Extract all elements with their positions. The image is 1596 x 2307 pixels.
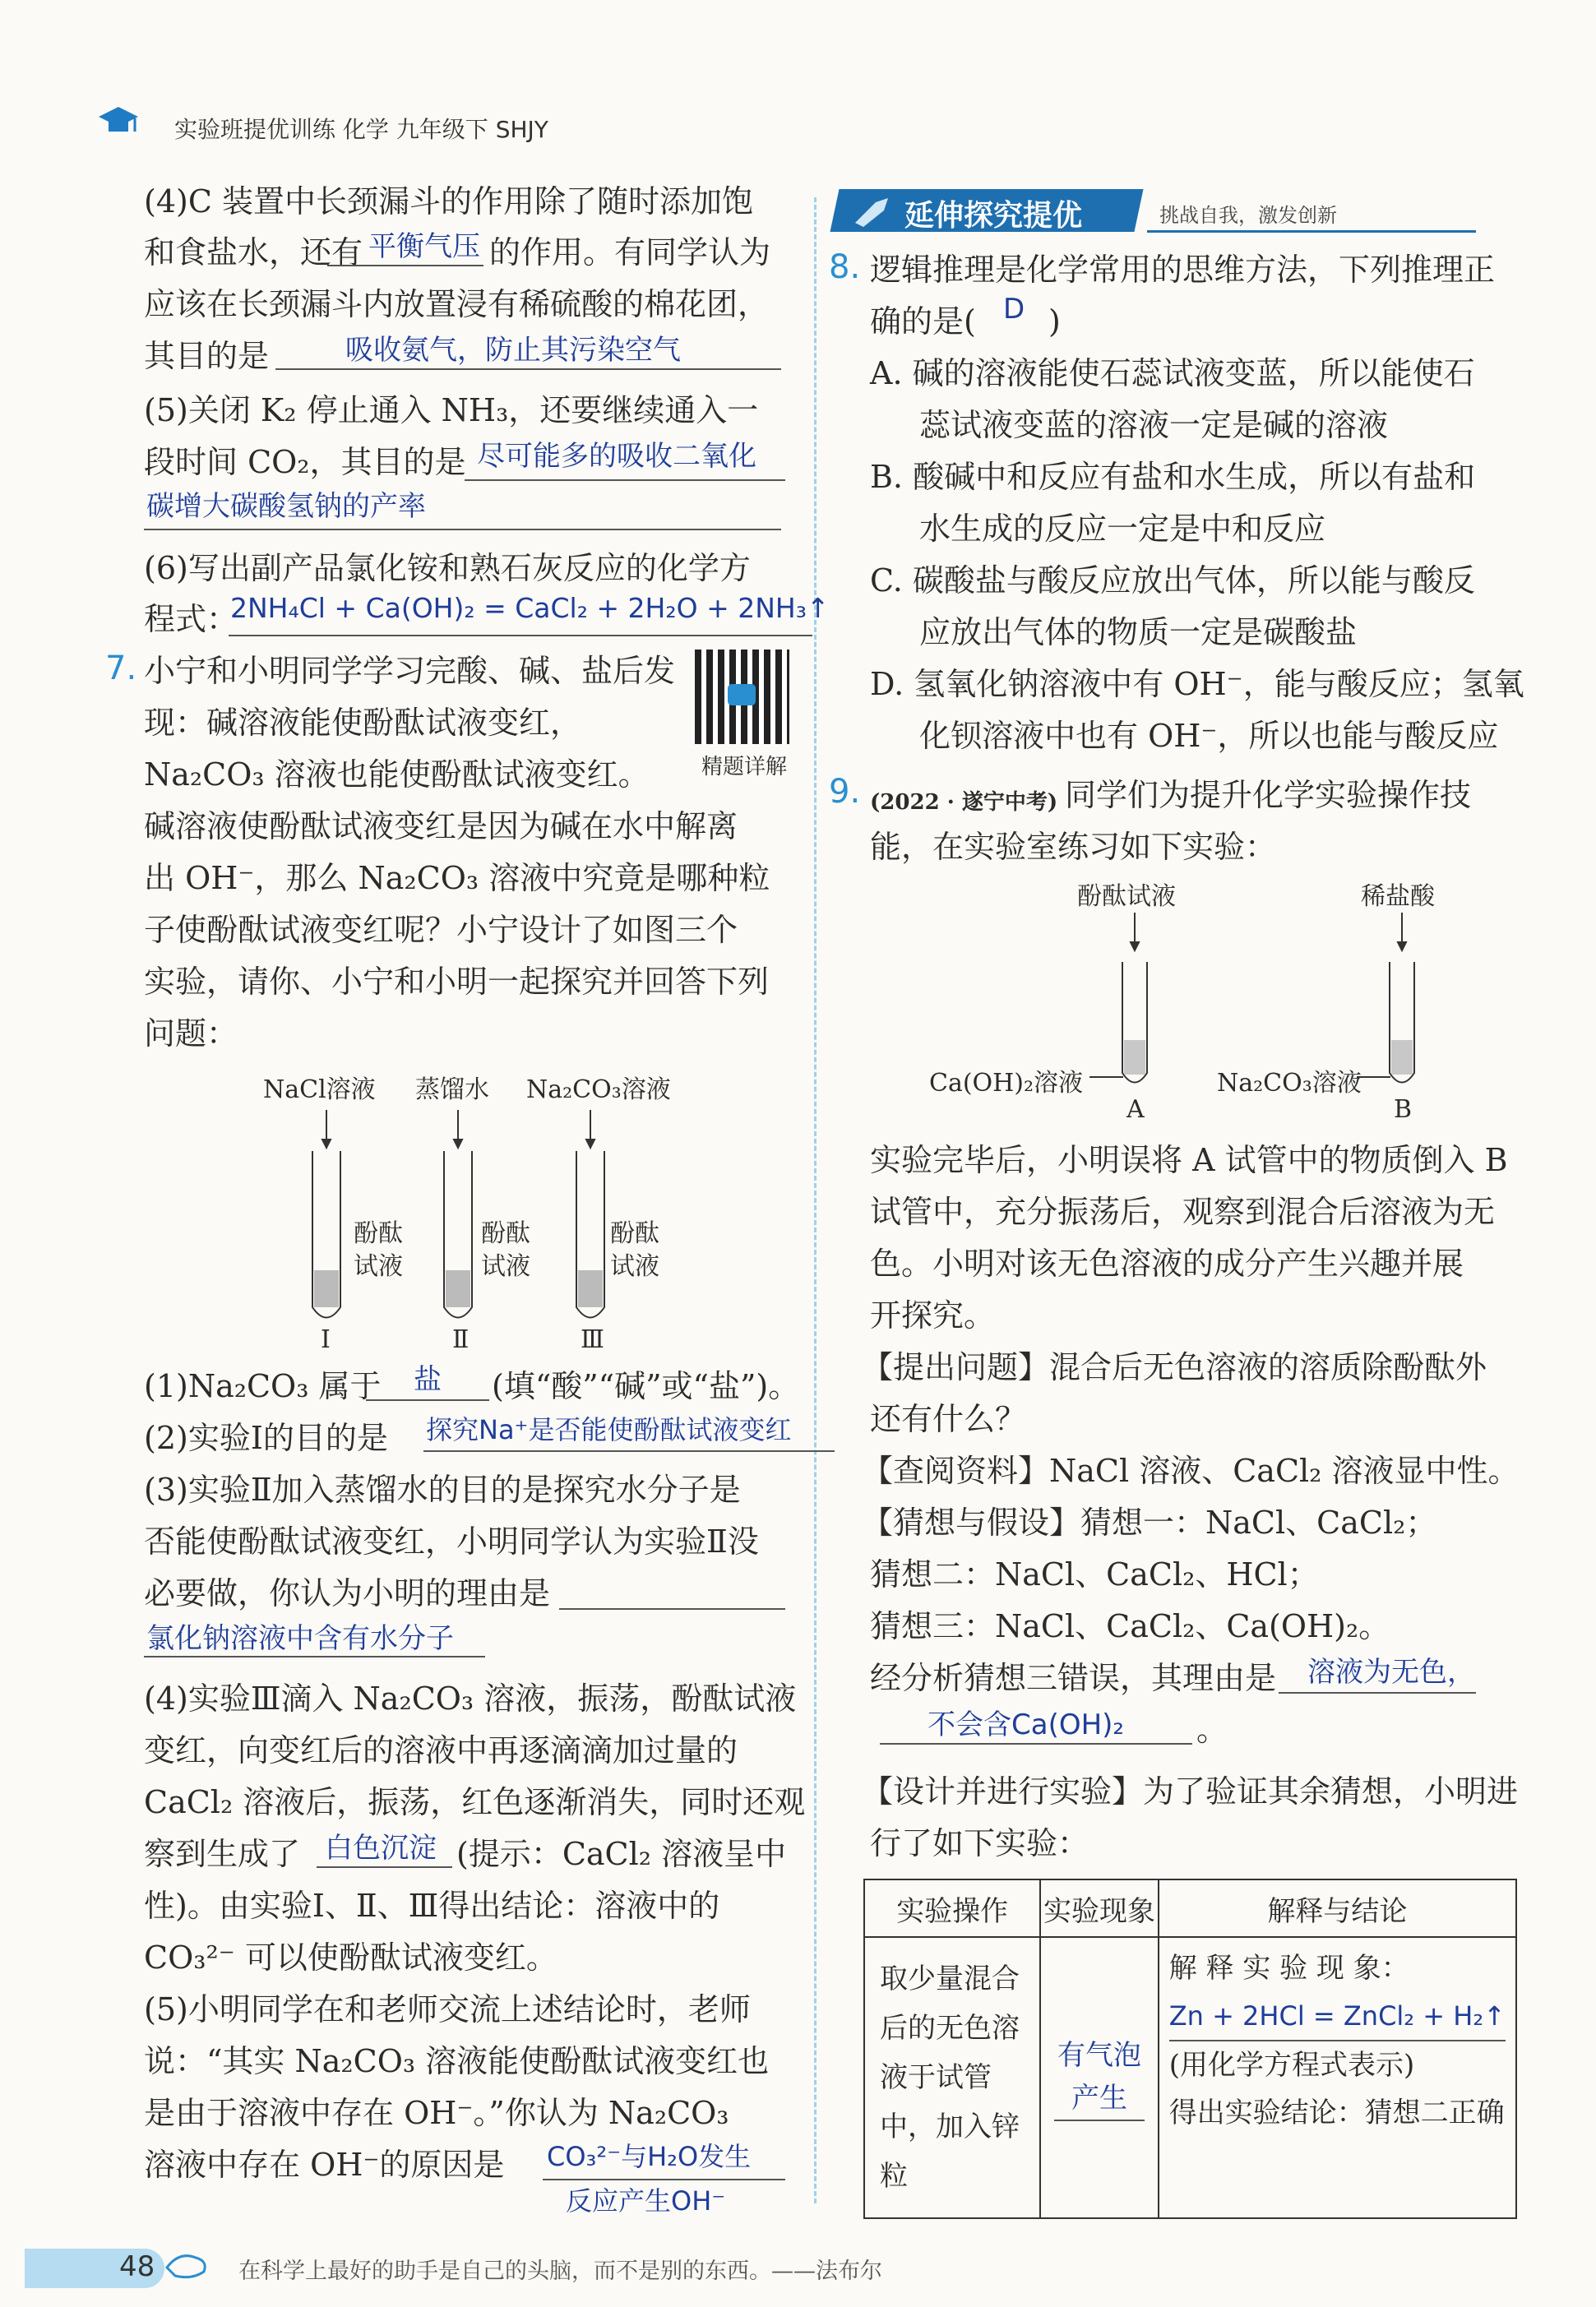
fig-label-water: 蒸馏水 — [415, 1075, 489, 1104]
q9-info: 【查阅资料】NaCl 溶液、CaCl₂ 溶液显中性。 — [862, 1453, 1520, 1489]
table-header-operation: 实验操作 — [864, 1879, 1040, 1937]
fig-tube3-text2: 试液 — [610, 1252, 659, 1281]
three-tubes-figure — [247, 1061, 707, 1357]
q7-1b: (填“酸”“碱”或“盐”)。 — [492, 1368, 800, 1404]
q7-line8: 问题： — [144, 1015, 238, 1052]
q8-option-a1: A. 碱的溶液能使石蕊试液变蓝，所以能使石 — [870, 355, 1475, 391]
footer-quote: 在科学上最好的助手是自己的头脑，而不是别的东西。——法布尔 — [238, 2258, 882, 2284]
q6-4-line2a: 和食盐水，还有 — [144, 234, 363, 270]
q7-line6: 子使酚酞试液变红呢？小宁设计了如图三个 — [144, 912, 738, 948]
q8-option-d1: D. 氢氧化钠溶液中有 OH⁻，能与酸反应；氢氧 — [870, 666, 1524, 702]
q6-5-answer-b: 碳增大碳酸氢钠的产率 — [146, 490, 426, 523]
ab-tubes-figure — [929, 871, 1488, 1135]
q8-option-a2: 蕊试液变蓝的溶液一定是碱的溶液 — [919, 407, 1389, 443]
q9-para2: 试管中，充分振荡后，观察到混合后溶液为无 — [870, 1194, 1496, 1230]
section-slogan: 挑战自我，激发创新 — [1159, 204, 1337, 227]
section-banner — [835, 189, 1472, 232]
q8-answer: D — [1003, 293, 1025, 326]
fig-label-na2co3: Na₂CO₃溶液 — [526, 1075, 671, 1104]
q9-design2: 行了如下实验： — [870, 1825, 1089, 1861]
q8-option-b1: B. 酸碱中和反应有盐和水生成，所以有盐和 — [870, 459, 1476, 495]
hand-icon — [163, 2243, 212, 2284]
q8-line1: 逻辑推理是化学常用的思维方法，下列推理正 — [870, 252, 1496, 288]
q6-6-answer: 2NH₄Cl + Ca(OH)₂ = CaCl₂ + 2H₂O + 2NH₃↑ — [230, 592, 830, 624]
q7-number: 7. — [105, 650, 137, 687]
q7-2-answer: 探究Na⁺是否能使酚酞试液变红 — [426, 1414, 792, 1445]
fig2-side-a: Ca(OH)₂溶液 — [929, 1069, 1084, 1098]
q9-line1: 同学们为提升化学实验操作技 — [1065, 777, 1472, 813]
q6-5-line2a: 段时间 CO₂，其目的是 — [144, 444, 466, 480]
table-header-conclusion: 解释与结论 — [1159, 1879, 1516, 1937]
q6-4-line4a: 其目的是 — [144, 338, 270, 374]
q7-1-answer: 盐 — [414, 1363, 442, 1396]
table-cell-phenomenon: 有气泡产生 — [1054, 2034, 1145, 2121]
table-conclusion-line3: 得出实验结论：猜想二正确 — [1168, 2097, 1505, 2129]
q7-4-line3: CaCl₂ 溶液后，振荡，红色逐渐消失，同时还观 — [144, 1784, 806, 1820]
q7-4-line1: (4)实验Ⅲ滴入 Na₂CO₃ 溶液，振荡，酚酞试液 — [144, 1681, 797, 1717]
rocket-icon — [851, 194, 892, 227]
table-conclusion-line2: (用化学方程式表示) — [1168, 2049, 1415, 2082]
q7-line7: 实验，请你、小宁和小明一起探究并回答下列 — [144, 964, 770, 1000]
q7-3-line2: 否能使酚酞试液变红，小明同学认为实验Ⅱ没 — [144, 1523, 759, 1560]
q7-line4: 碱溶液使酚酞试液变红是因为碱在水中解离 — [144, 808, 738, 844]
q9-reason-end: 。 — [1196, 1712, 1228, 1748]
fig-tube2-text1: 酚酞 — [481, 1219, 530, 1248]
q6-4-answer2: 吸收氨气，防止其污染空气 — [345, 334, 681, 367]
q9-design1: 【设计并进行实验】为了验证其余猜想，小明进 — [862, 1773, 1519, 1810]
fig-tube2-text2: 试液 — [481, 1252, 530, 1281]
q7-1a: (1)Na₂CO₃ 属于 — [144, 1368, 382, 1404]
q7-5-line2: 说：“其实 Na₂CO₃ 溶液能使酚酞试液变红也 — [144, 2043, 770, 2079]
section-banner-title: 延伸探究提优 — [904, 199, 1083, 233]
q9-para4: 开探究。 — [870, 1297, 996, 1334]
q7-2a: (2)实验Ⅰ的目的是 — [144, 1420, 388, 1456]
header-title: 实验班提优训练 化学 九年级下 SHJY — [174, 116, 548, 143]
q7-4-answer: 白色沉淀 — [325, 1832, 437, 1865]
q7-4-line5: 性)。由实验Ⅰ、Ⅱ、Ⅲ得出结论：溶液中的 — [144, 1888, 720, 1924]
q7-3-answer: 氯化钠溶液中含有水分子 — [146, 1622, 454, 1655]
q8-number: 8. — [829, 248, 861, 286]
fig-tube3-text1: 酚酞 — [610, 1219, 659, 1248]
q7-5-line3: 是由于溶液中存在 OH⁻。”你认为 Na₂CO₃ — [144, 2095, 729, 2131]
q7-5-line1: (5)小明同学在和老师交流上述结论时，老师 — [144, 1991, 751, 2027]
q6-4-answer1: 平衡气压 — [368, 230, 480, 263]
q9-guess2: 猜想二：NaCl、CaCl₂、HCl； — [870, 1556, 1319, 1593]
fig-tube1-text2: 试液 — [354, 1252, 403, 1281]
fig2-top-b: 稀盐酸 — [1361, 882, 1435, 911]
fig-tube1-text1: 酚酞 — [354, 1219, 403, 1248]
table-header-phenomenon: 实验现象 — [1040, 1879, 1158, 1937]
page-number: 48 — [119, 2250, 155, 2283]
q7-line5: 出 OH⁻，那么 Na₂CO₃ 溶液中究竟是哪种粒 — [144, 860, 770, 896]
q7-5-answer-a: CO₃²⁻与H₂O发生 — [547, 2141, 752, 2172]
q7-4-line4a: 察到生成了 — [144, 1836, 301, 1872]
q8-line2b: ) — [1048, 303, 1061, 340]
q9-guess1: 【猜想与假设】猜想一：NaCl、CaCl₂； — [862, 1505, 1437, 1541]
q8-option-b2: 水生成的反应一定是中和反应 — [919, 511, 1326, 547]
q6-6-line2a: 程式： — [144, 601, 238, 637]
qr-caption: 精题详解 — [701, 755, 788, 779]
q9-para1: 实验完毕后，小明误将 A 试管中的物质倒入 B — [870, 1142, 1508, 1178]
q9-ask2: 还有什么？ — [870, 1401, 1027, 1437]
q6-4-line3: 应该在长颈漏斗内放置浸有稀硫酸的棉花团， — [144, 286, 770, 322]
table-conclusion-equation: Zn + 2HCl = ZnCl₂ + H₂↑ — [1169, 1992, 1506, 2041]
q6-5-line1: (5)关闭 K₂ 停止通入 NH₃，还要继续通入一 — [144, 392, 759, 428]
q7-5-line4a: 溶液中存在 OH⁻的原因是 — [144, 2147, 505, 2183]
q7-4-line4b: (提示：CaCl₂ 溶液呈中 — [456, 1836, 787, 1872]
fig-tube1-num: Ⅰ — [321, 1325, 331, 1354]
q9-reason: 经分析猜想三错误，其理由是 — [870, 1660, 1277, 1696]
q9-line2: 能，在实验室练习如下实验： — [870, 829, 1277, 865]
q8-option-d2: 化钡溶液中也有 OH⁻，所以也能与酸反应 — [919, 718, 1499, 754]
column-divider — [814, 197, 817, 2203]
q9-reason-answer1: 溶液为无色， — [1307, 1656, 1475, 1689]
fig2-side-b: Na₂CO₃溶液 — [1217, 1069, 1362, 1098]
q6-6-line1: (6)写出副产品氯化铵和熟石灰反应的化学方 — [144, 550, 751, 586]
table-conclusion-line1: 解 释 实 验 现 象： — [1168, 1952, 1409, 1985]
q9-para3: 色。小明对该无色溶液的成分产生兴趣并展 — [870, 1246, 1464, 1282]
fig2-letter-b: B — [1394, 1095, 1413, 1124]
q8-option-c1: C. 碳酸盐与酸反应放出气体，所以能与酸反 — [870, 562, 1475, 599]
q9-ask1: 【提出问题】混合后无色溶液的溶质除酚酞外 — [862, 1349, 1487, 1385]
q6-4-line1: (4)C 装置中长颈漏斗的作用除了随时添加饱 — [144, 183, 753, 220]
q6-4-line2b: 的作用。有同学认为 — [489, 234, 771, 270]
q6-5-answer-a: 尽可能多的吸收二氧化 — [477, 440, 756, 473]
q8-option-c2: 应放出气体的物质一定是碳酸盐 — [919, 614, 1358, 650]
header-logo-icon — [97, 105, 140, 138]
fig-label-nacl: NaCl溶液 — [263, 1075, 376, 1104]
q7-line2: 现：碱溶液能使酚酞试液变红， — [144, 705, 582, 741]
q9-reason-answer2: 不会含Ca(OH)₂ — [928, 1708, 1125, 1741]
fig-tube2-num: Ⅱ — [452, 1325, 470, 1354]
q7-4-line6: CO₃²⁻ 可以使酚酞试液变红。 — [144, 1939, 557, 1976]
experiment-table — [863, 1879, 1517, 2219]
q9-source: (2022 · 遂宁中考) — [870, 790, 1058, 815]
table-cell-operation: 取少量混合后的无色溶液于试管中，加入锌粒 — [864, 1937, 1040, 2218]
q7-line1: 小宁和小明同学学习完酸、碱、盐后发 — [144, 653, 676, 689]
q9-guess3: 猜想三：NaCl、CaCl₂、Ca(OH)₂。 — [870, 1608, 1390, 1644]
play-icon — [728, 684, 756, 705]
q7-3-line3: 必要做，你认为小明的理由是 — [144, 1575, 551, 1611]
q7-3-line1: (3)实验Ⅱ加入蒸馏水的目的是探究水分子是 — [144, 1472, 741, 1508]
q9-number: 9. — [829, 773, 861, 811]
fig2-top-a: 酚酞试液 — [1077, 882, 1176, 911]
q8-line2a: 确的是( — [870, 303, 976, 340]
q7-line3: Na₂CO₃ 溶液也能使酚酞试液变红。 — [144, 756, 650, 793]
q7-5-answer-b: 反应产生OH⁻ — [566, 2185, 726, 2217]
fig2-letter-a: A — [1126, 1095, 1145, 1124]
q7-4-line2: 变红，向变红后的溶液中再逐滴滴加过量的 — [144, 1732, 738, 1768]
fig-tube3-num: Ⅲ — [581, 1325, 604, 1354]
